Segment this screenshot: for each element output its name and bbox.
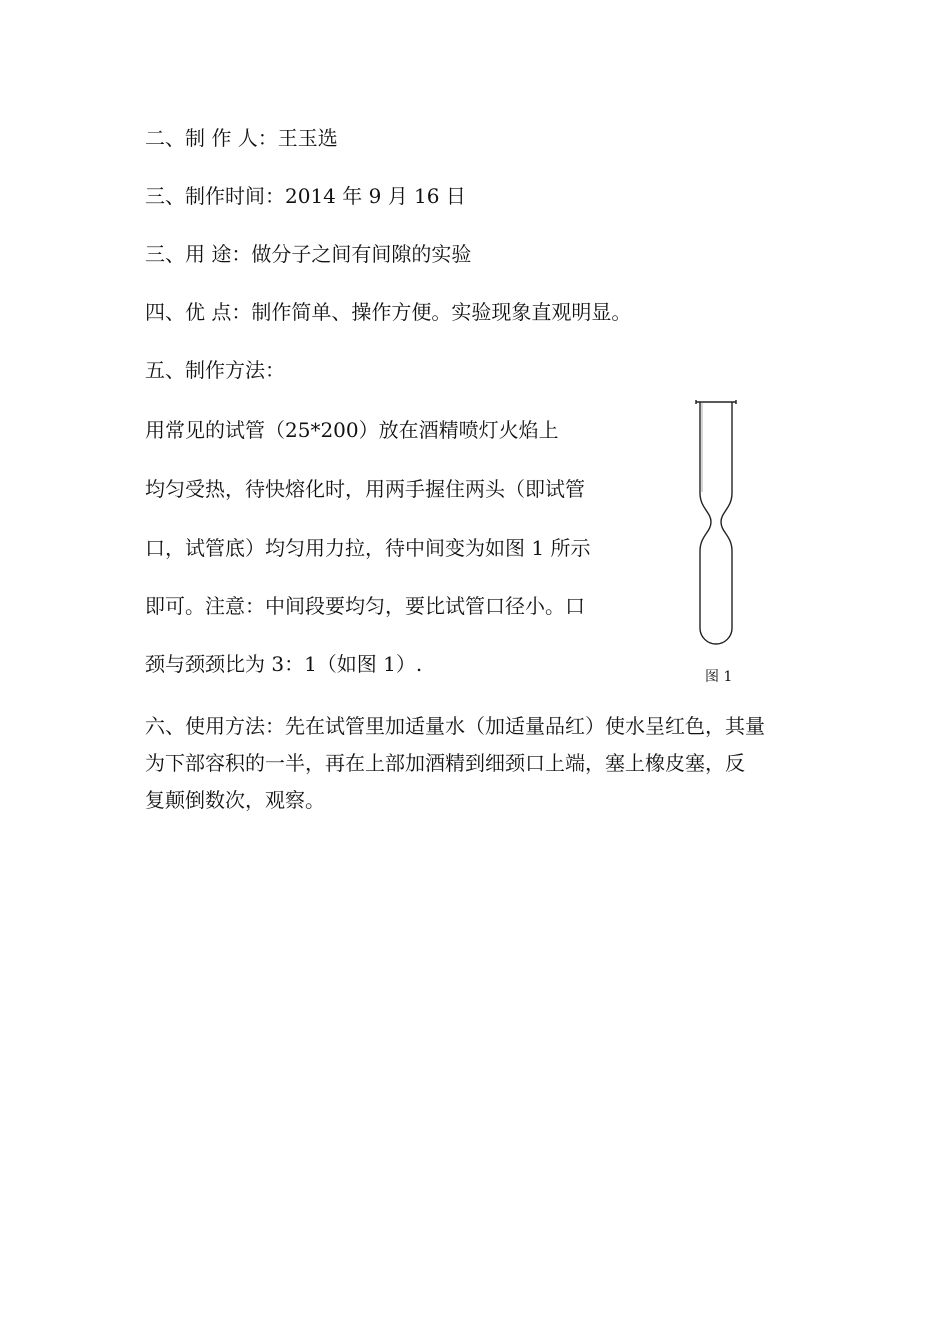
usage-paragraph xyxy=(145,708,810,819)
method-line: 口，试管底）均匀用力拉，待中间变为如图 1 所示 xyxy=(145,536,591,560)
test-tube-outline xyxy=(700,402,732,644)
advantage-line: 四、优 点：制作简单、操作方便。实验现象直观明显。 xyxy=(145,300,632,324)
maker-line: 二、制 作 人：王玉选 xyxy=(145,126,338,150)
figure-caption: 图 1 xyxy=(705,669,733,685)
time-line: 三、制作时间：2014 年 9 月 16 日 xyxy=(145,184,466,208)
use-line: 三、用 途：做分子之间有间隙的实验 xyxy=(145,242,472,266)
method-line: 颈与颈颈比为 3：1（如图 1）. xyxy=(145,652,423,676)
method-title: 五、制作方法： xyxy=(145,358,285,382)
usage-line: 为下部容积的一半，再在上部加酒精到细颈口上端，塞上橡皮塞，反 xyxy=(145,751,745,775)
usage-line: 六、使用方法：先在试管里加适量水（加适量品红）使水呈红色，其量 xyxy=(145,714,765,738)
test-tube-figure xyxy=(690,398,742,648)
usage-line: 复颠倒数次，观察。 xyxy=(145,788,325,812)
method-line: 即可。注意：中间段要均匀，要比试管口径小。口 xyxy=(145,594,585,618)
method-line: 用常见的试管（25*200）放在酒精喷灯火焰上 xyxy=(145,418,559,442)
method-line: 均匀受热，待快熔化时，用两手握住两头（即试管 xyxy=(145,477,585,501)
